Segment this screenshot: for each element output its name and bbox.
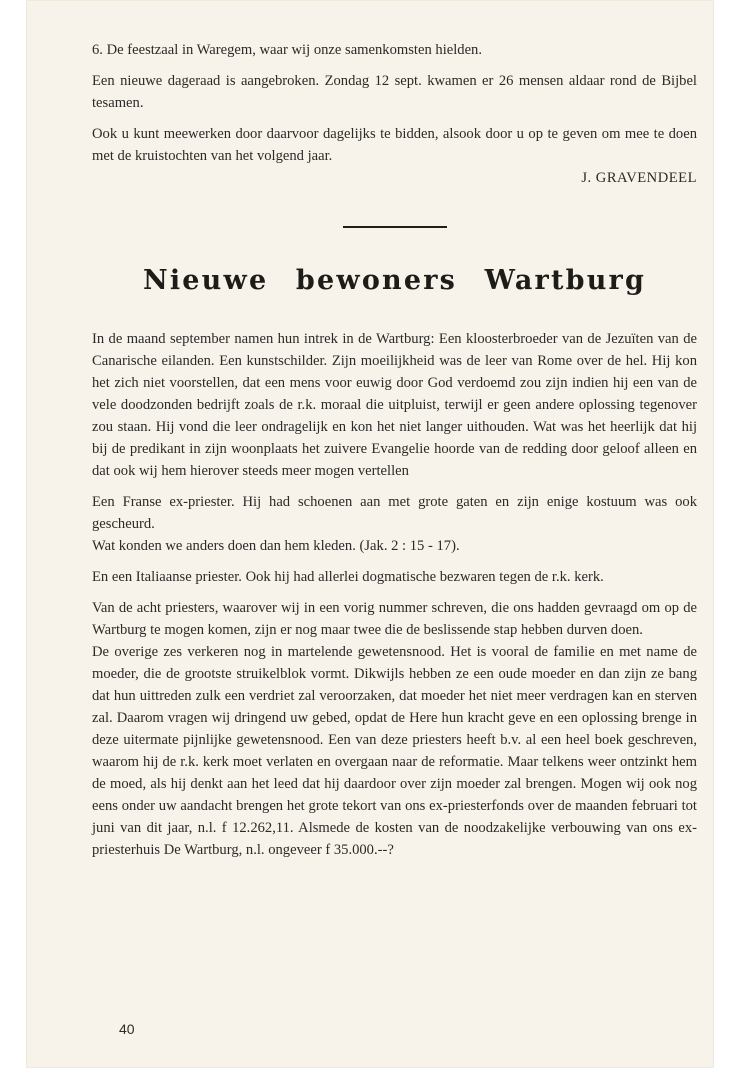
page-number: 40 (119, 1021, 135, 1037)
article-title: Nieuwe bewoners Wartburg (142, 265, 647, 296)
article-paragraph: De overige zes verkeren nog in martelende gewetensnood. Het is vooral de familie en met name de moeder, die de grootste struikelblok vormt. Dikwijls hebben ze een oude moeder en dan zijn ze bang dat hun uittreden zulk een verdriet zal veroorzaken, dat moeder het niet meer verdragen kan en sterven zal. Daarom vragen wij dringend uw gebed, opdat de Here hun kracht geve en een oplossing brenge in deze uitermate pijnlijke gewetensnood. Een van deze priesters heeft b.v. al een heel boek geschreven, waarom hij de r.k. kerk moet verlaten en overgaan naar de reformatie. Maar telkens weer ontzinkt hem de moed, als hij denkt aan het leed dat hij daardoor over zijn moeder zal brengen. Mogen wij ook nog eens onder uw aandacht brengen het grote tekort van ons ex-priesterfonds over de maanden februari tot juni van dit jaar, n.l. f 12.262,11. Alsmede de kosten van de noodzakelijke verbouwing van ons ex-priesterhuis De Wartburg, n.l. ongeveer f 35.000.--? (92, 644, 697, 858)
intro-paragraph-1: Een nieuwe dageraad is aangebroken. Zondag 12 sept. kwamen er 26 mensen aldaar rond de Bijbel tesamen. (92, 73, 697, 111)
author-signature: J. GRAVENDEEL (581, 170, 697, 186)
page-content (92, 39, 697, 861)
article-paragraph: In de maand september namen hun intrek in de Wartburg: Een kloosterbroeder van de Jezuïten van de Canarische eilanden. Een kunstschilder. Zijn moeilijkheid was de leer van Rome over de hel. Hij kon het zich niet voorstellen, dat een mens voor euwig door God verdoemd zou zijn indien hij een van de vele doodzonden bedrijft zoals de r.k. moraal die uitpluist, terwijl er geen andere oplossing tegenover zou staan. Hij vond die leer ondragelijk en kon het niet langer uithouden. Wat was het heerlijk dat hij bij de predikant in zijn woonplaats het zuivere Evangelie hoorde van de redding door geloof alleen en dat ook wij hem hierover steeds meer mogen vertellen (92, 331, 697, 479)
article-body (92, 328, 697, 861)
page-sheet (26, 0, 714, 1068)
article-paragraph: Van de acht priesters, waarover wij in een vorig nummer schreven, die ons hadden gevraagd om op de Wartburg te mogen komen, zijn er nog maar twee die de beslissende stap hebben durven doen. (92, 600, 697, 638)
article-paragraph: Wat konden we anders doen dan hem kleden. (Jak. 2 : 15 - 17). (92, 538, 460, 554)
photo-caption: 6. De feestzaal in Waregem, waar wij onze samenkomsten hielden. (92, 42, 483, 58)
article-paragraph: Een Franse ex-priester. Hij had schoenen aan met grote gaten en zijn enige kostuum was ook gescheurd. (92, 494, 697, 532)
article-paragraph: En een Italiaanse priester. Ook hij had allerlei dogmatische bezwaren tegen de r.k. kerk. (92, 569, 604, 585)
intro-paragraph-2: Ook u kunt meewerken door daarvoor dagelijks te bidden, alsook door u op te geven om mee te doen met de kruistochten van het volgend jaar. (92, 126, 697, 164)
section-divider (343, 226, 447, 228)
